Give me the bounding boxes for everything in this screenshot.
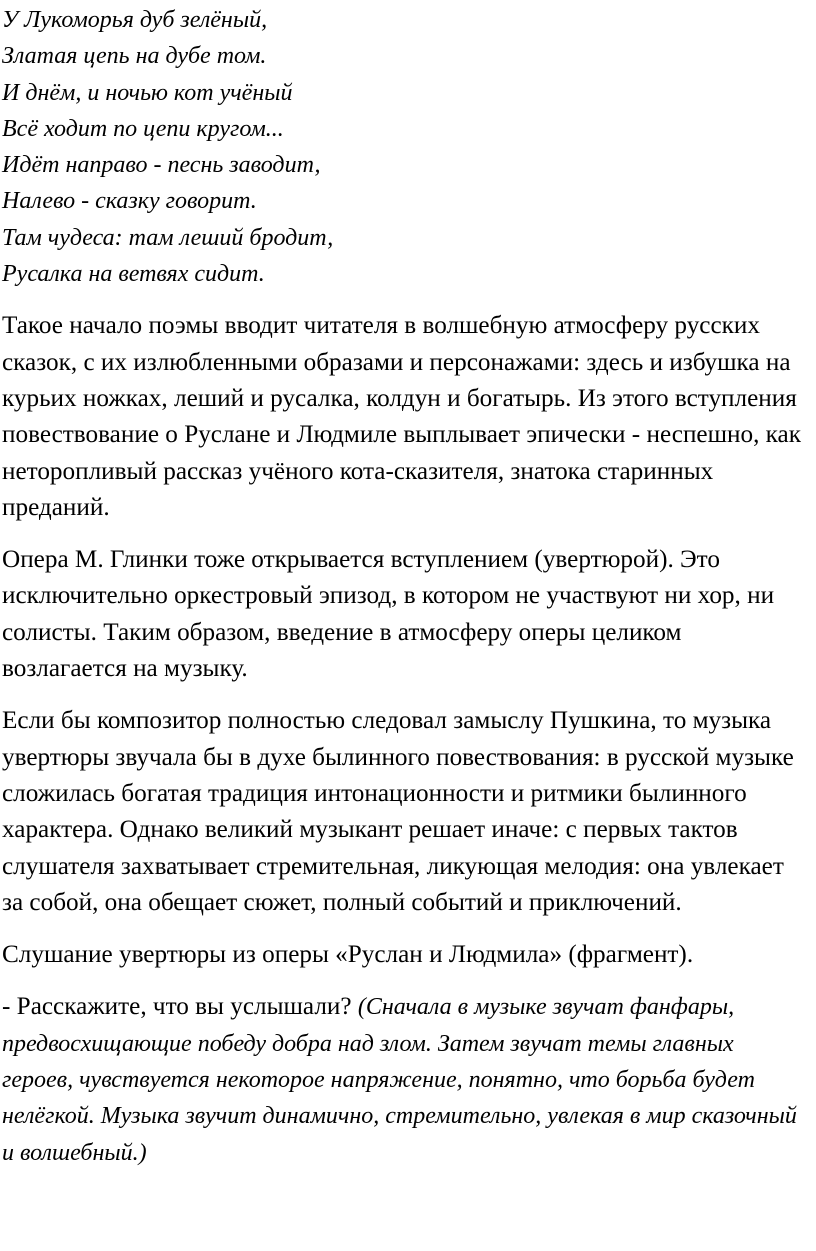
poem-line: У Лукоморья дуб зелёный,: [2, 7, 268, 33]
poem-excerpt: [2, 0, 810, 292]
paragraph-opera: Опера М. Глинки тоже открывается вступлением (увертюрой). Это исключительно оркестровый эпизод, в котором не участвуют ни хор, ни солисты. Таким образом, введение в атмосферу оперы целиком возлагается на музыку.: [2, 546, 775, 683]
paragraph-intro: Такое начало поэмы вводит читателя в волшебную атмосферу русских сказок, с их излюбленными образами и персонажами: здесь и избушка на курьих ножках, леший и русалка, колдун и богатырь. Из этого вступления повествование о Руслане и Людмиле выплывает эпически - неспешно, как неторопливый рассказ учёного кота-сказителя, знатока старинных преданий.: [2, 312, 801, 521]
poem-line: Там чудеса: там леший бродит,: [2, 224, 334, 251]
poem-line: Идёт направо - песнь заводит,: [2, 152, 321, 179]
paragraph-composer: Если бы композитор полностью следовал замыслу Пушкина, то музыка увертюры звучала бы в духе былинного повествования: в русской музыке сложилась богатая традиция интонационности и ритмики былинного характера. Однако великий музыкант решает иначе: с первых тактов слушателя захватывает стремительная, ликующая мелодия: она увлекает за собой, она обещает сюжет, полный событий и приключений.: [2, 707, 794, 916]
poem-line: Златая цепь на дубе том.: [2, 43, 267, 70]
poem-line: Русалка на ветвях сидит.: [2, 261, 265, 288]
paragraph-question: [2, 989, 810, 1170]
answer-text: (Сначала в музыке звучат фанфары, предвосхищающие победу добра над злом. Затем звучат темы главных героев, чувствуется некоторое напряжение, понятно, что борьба будет нелёгкой. Музыка звучит динамично, стремительно, увлекая в мир сказочный и волшебный.): [2, 994, 797, 1166]
poem-line: Всё ходит по цепи кругом...: [2, 115, 284, 142]
paragraph-listening: Слушание увертюры из оперы «Руслан и Людмила» (фрагмент).: [2, 941, 694, 969]
question-text: - Расскажите, что вы услышали?: [2, 993, 358, 1021]
poem-line: И днём, и ночью кот учёный: [2, 79, 293, 106]
poem-line: Налево - сказку говорит.: [2, 188, 257, 215]
